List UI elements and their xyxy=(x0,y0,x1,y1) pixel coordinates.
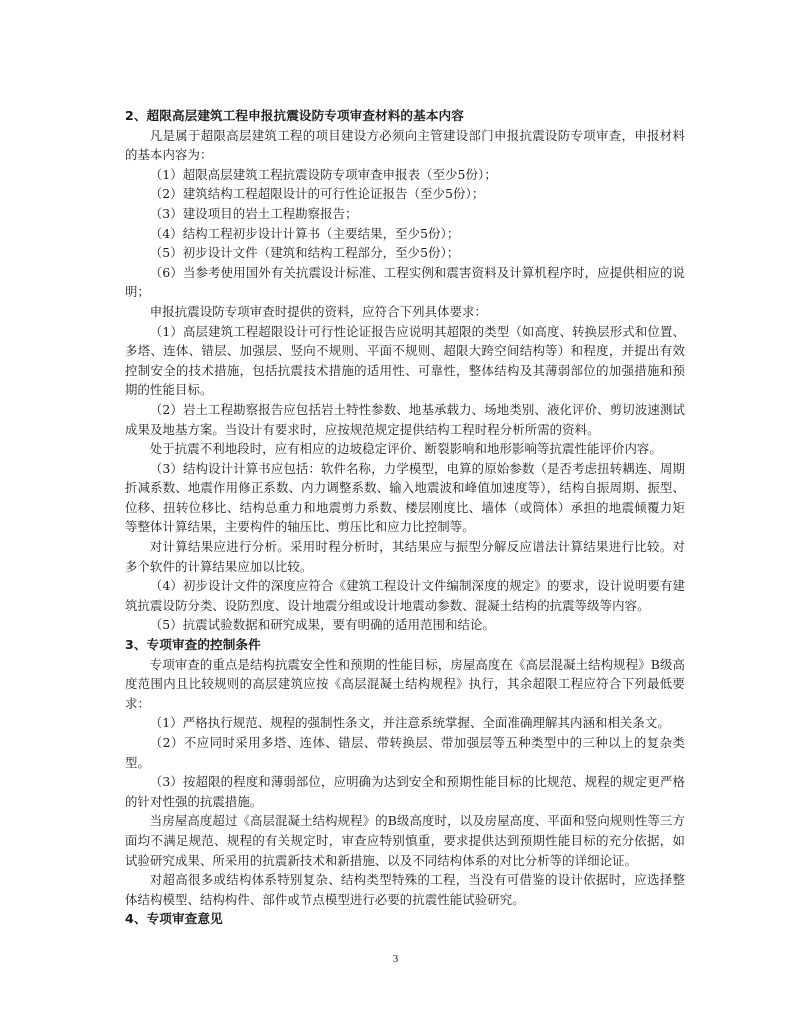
condition-1: （1）严格执行规范、规程的强制性条文，并注意系统掌握、全面准确理解其内涵和相关条文。 xyxy=(149,715,670,731)
condition-2: （2）不应同时采用多塔、连体、错层、带转换层、带加强层等五种类型中的三种以上的复杂类型。 xyxy=(125,735,685,770)
requirement-2-note: 处于抗震不利地段时，应有相应的边坡稳定评价、断裂影响和地形影响等抗震性能评价内容。 xyxy=(149,441,662,457)
section-3-paragraph: 专项审查的重点是结构抗震安全性和预期的性能目标，房屋高度在《高层混凝土结构规程》B级高度范围内且比较规则的高层建筑应按《高层混凝土结构规程》执行，其余超限工程应符合下列最低要求： xyxy=(125,656,685,711)
list-item: （1）超限高层建筑工程抗震设防专项审查申报表（至少5份）； xyxy=(149,166,497,182)
condition-3: （3）按超限的程度和薄弱部位，应明确为达到安全和预期性能目标的比规范、规程的规定更严格的针对性强的抗震措施。 xyxy=(125,774,685,809)
requirement-4: （4）初步设计文件的深度应符合《建筑工程设计文件编制深度的规定》的要求，设计说明要有建筑抗震设防分类、设防烈度、设计地震分组或设计地震动参数、混凝土结构的抗震等级等内容。 xyxy=(125,578,685,613)
list-item: （3）建设项目的岩土工程勘察报告； xyxy=(149,205,358,221)
section-3-heading: 3、专项审查的控制条件 xyxy=(125,637,261,653)
section-2-heading: 2、超限高层建筑工程申报抗震设防专项审查材料的基本内容 xyxy=(125,108,464,123)
list-item: （5）初步设计文件（建筑和结构工程部分，至少5份）； xyxy=(149,245,460,261)
section-3-paragraph: 当房屋高度超过《高层混凝土结构规程》的B级高度时，以及房屋高度、平面和竖向规则性等三方面均不满足规范、规程的有关规定时，审查应特别慎重，要求提供达到预期性能目标的充分依据，如试验研究成果、所采用的抗震新技术和新措施、以及不同结构体系的对比分析等的详细论证。 xyxy=(125,813,685,868)
requirements-intro: 申报抗震设防专项审查时提供的资料，应符合下列具体要求： xyxy=(149,303,488,319)
list-item: （6）当参考使用国外有关抗震设计标准、工程实例和震害资料及计算机程序时，应提供相应的说明； xyxy=(125,264,685,300)
requirement-1: （1）高层建筑工程超限设计可行性论证报告应说明其超限的类型（如高度、转换层形式和位置、多塔、连体、错层、加强层、竖向不规则、平面不规则、超限大跨空间结构等）和程度，并提出有效控制安全的技术措施，包括抗震技术措施的适用性、可靠性，整体结构及其薄弱部位的加强措施和预期的性能目标。 xyxy=(125,323,685,398)
list-item: （2）建筑结构工程超限设计的可行性论证报告（至少5份）； xyxy=(149,186,485,202)
list-item: （4）结构工程初步设计计算书（主要结果，至少5份）； xyxy=(149,225,460,241)
requirement-3: （3）结构设计计算书应包括：软件名称，力学模型，电算的原始参数（是否考虑扭转耦连、周期折减系数、地震作用修正系数、内力调整系数、输入地震波和峰值加速度等），结构自振周期、振型、位移、扭转位移比、结构总重力和地震剪力系数、楼层刚度比、墙体（或筒体）承担的地震倾覆力矩等整体计算结果，主要构件的轴压比、剪压比和应力比控制等。 xyxy=(125,460,685,535)
requirement-3-note: 对计算结果应进行分析。采用时程分析时，其结果应与振型分解反应谱法计算结果进行比较。对多个软件的计算结果应加以比较。 xyxy=(125,539,685,574)
section-4-heading: 4、专项审查意见 xyxy=(125,911,223,927)
section-3-paragraph: 对超高很多或结构体系特别复杂、结构类型特殊的工程，当没有可借鉴的设计依据时，应选择整体结构模型、结构构件、部件或节点模型进行必要的抗震性能试验研究。 xyxy=(125,872,685,907)
document-page xyxy=(125,106,685,929)
requirement-5: （5）抗震试验数据和研究成果，要有明确的适用范围和结论。 xyxy=(149,617,496,633)
page-number: 3 xyxy=(392,953,399,965)
section-2-intro: 凡是属于超限高层建筑工程的项目建设方必须向主管建设部门申报抗震设防专项审查，申报材料的基本内容为： xyxy=(125,127,685,163)
requirement-2: （2）岩土工程勘察报告应包括岩土特性参数、地基承载力、场地类别、液化评价、剪切波速测试成果及地基方案。当设计有要求时，应按规范规定提供结构工程时程分析所需的资料。 xyxy=(125,401,685,437)
